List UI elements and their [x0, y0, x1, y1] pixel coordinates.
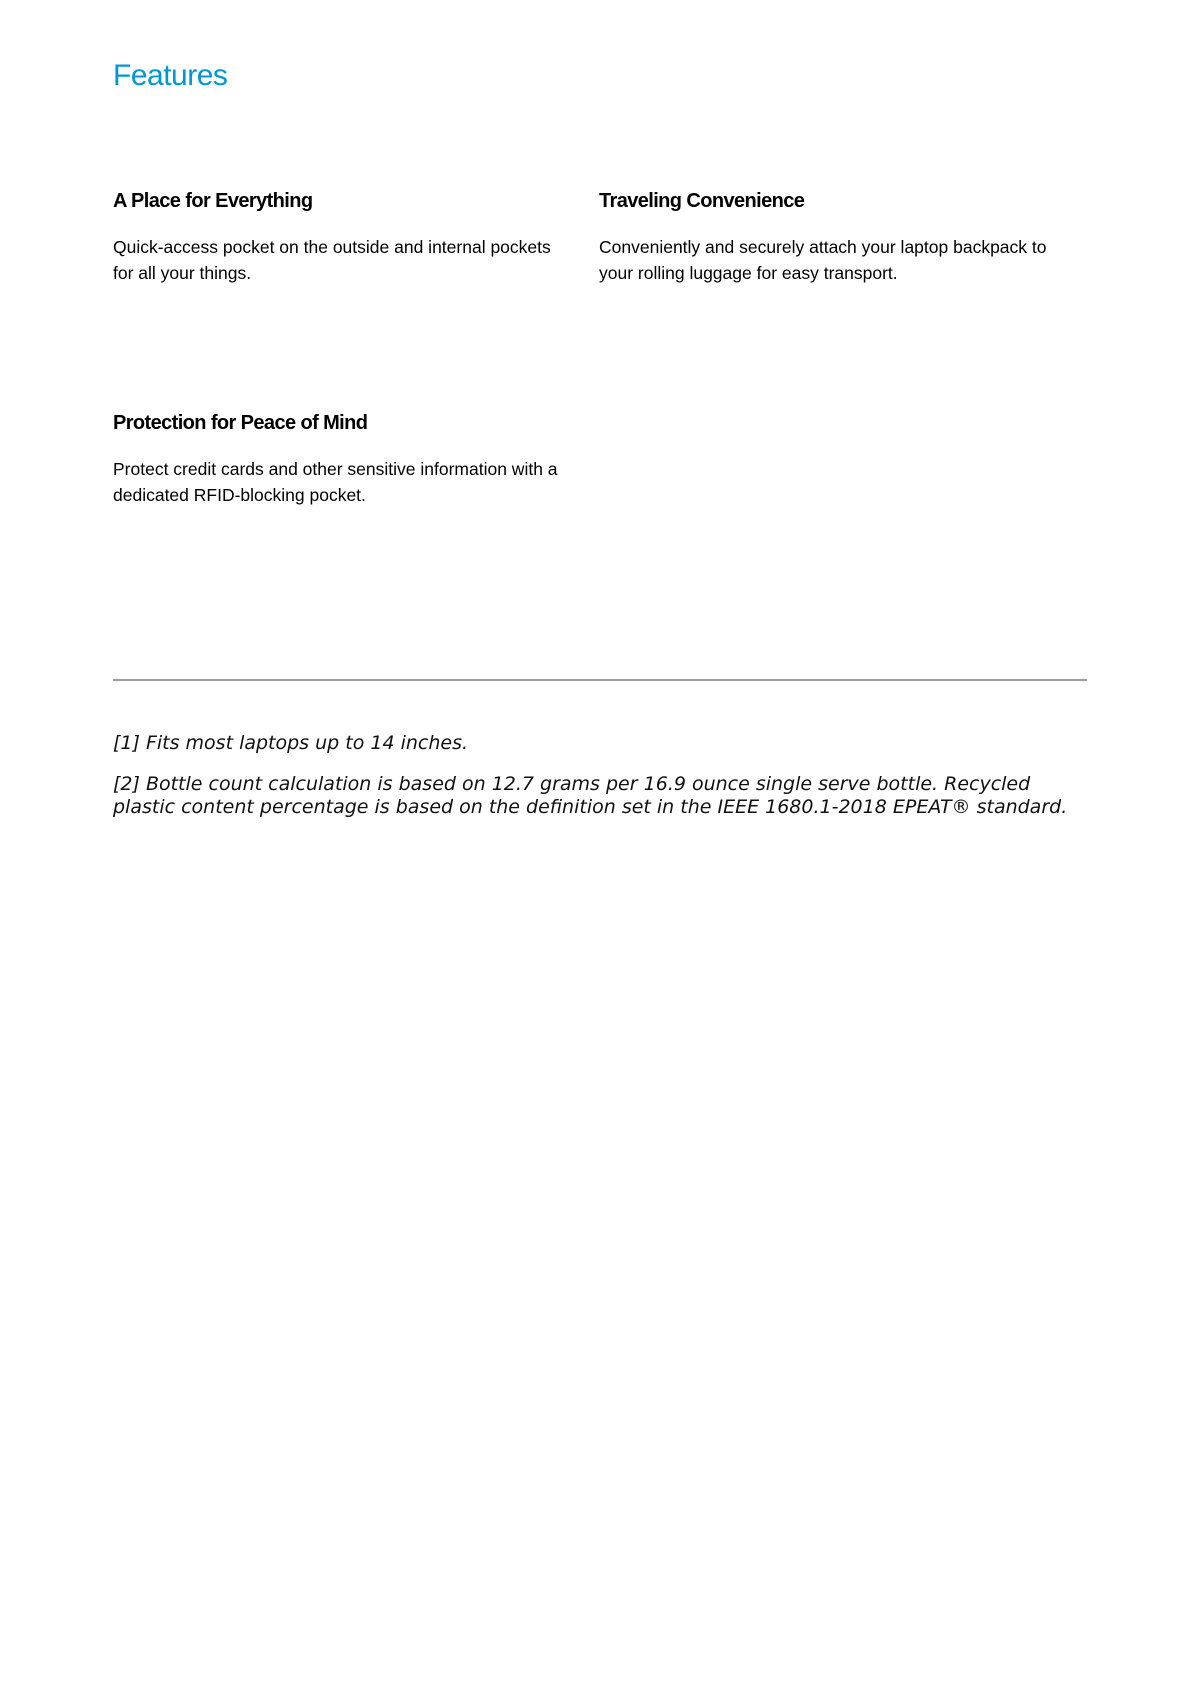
- feature-description: Conveniently and securely attach your laptop backpack to your rolling luggage for easy transport.: [599, 237, 1047, 283]
- feature-description: Protect credit cards and other sensitive information with a dedicated RFID-blocking pocket.: [113, 459, 558, 505]
- footnote-divider: [113, 679, 1087, 681]
- feature-heading: Protection for Peace of Mind: [113, 412, 368, 434]
- footnotes: [113, 732, 1087, 837]
- feature-protection-peace-of-mind: [113, 410, 563, 508]
- page-title: Features: [113, 59, 228, 92]
- footnote-2: [2] Bottle count calculation is based on 12.7 grams per 16.9 ounce single serve bottle. Recycled plastic content percentage is based on the definition set in the IEEE 1680.1-2018 EPEAT® standard.: [113, 773, 1068, 818]
- feature-place-for-everything: [113, 188, 563, 286]
- feature-heading: A Place for Everything: [113, 190, 313, 212]
- feature-heading: Traveling Convenience: [599, 190, 805, 212]
- feature-traveling-convenience: [599, 188, 1049, 286]
- feature-description: Quick-access pocket on the outside and internal pockets for all your things.: [113, 237, 551, 283]
- footnote-1: [1] Fits most laptops up to 14 inches.: [113, 732, 469, 754]
